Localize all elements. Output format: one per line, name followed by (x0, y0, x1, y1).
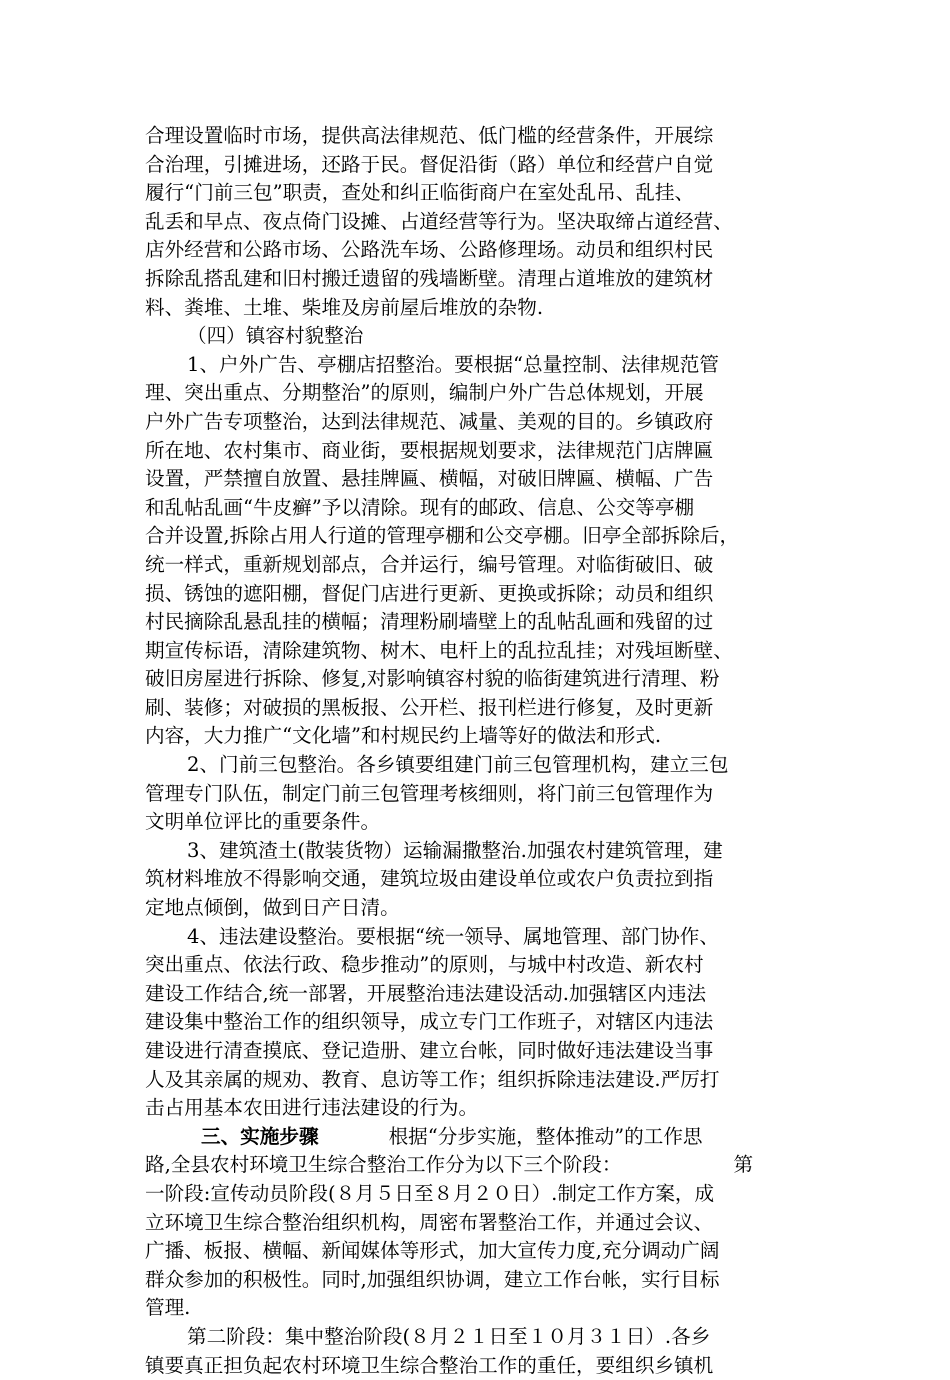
section-four-heading: （四）镇容村貌整治 (187, 324, 364, 348)
paragraph-item-3 (145, 837, 815, 923)
text-line: 合理设置临时市场，提供高法律规范、低门槛的经营条件，开展综 (145, 124, 714, 147)
text-line: 合并设置,拆除占用人行道的管理亭棚和公交亭棚。旧亭全部拆除后， (145, 524, 740, 548)
text-line: 损、锈蚀的遮阳棚，督促门店进行更新、更换或拆除；动员和组织 (145, 581, 714, 605)
paragraph-item-4 (145, 923, 815, 1123)
text-line: 广播、板报、横幅、新闻媒体等形式，加大宣传力度,充分调动广阔 (145, 1239, 720, 1263)
text-line: 定地点倾倒，做到日产日清。 (145, 896, 400, 920)
text-line: 合治理，引摊进场，还路于民。督促沿街（路）单位和经营户自觉 (145, 152, 714, 176)
text-line: 建设集中整治工作的组织领导，成立专门工作班子，对辖区内违法 (145, 1010, 714, 1034)
text-line: 拆除乱搭乱建和旧村搬迁遗留的残墙断壁。清理占道堆放的建筑材 (145, 266, 714, 290)
paragraph-market-governance (145, 122, 815, 322)
text-line: 建设进行清查摸底、登记造册、建立台帐，同时做好违法建设当事 (145, 1039, 714, 1062)
text-line: 履行“门前三包”职责，查处和纠正临街商户在室处乱吊、乱挂、 (145, 181, 695, 205)
text-line: 料、粪堆、土堆、柴堆及房前屋后堆放的杂物. (145, 295, 544, 319)
text-line: 村民摘除乱悬乱挂的横幅；清理粉刷墙壁上的乱帖乱画和残留的过 (145, 610, 714, 634)
text-line: 3、建筑渣土(散装货物）运输漏撒整治.加强农村建筑管理，建 (187, 838, 723, 862)
document-body (145, 122, 815, 1380)
text-line: 店外经营和公路市场、公路洗车场、公路修理场。动员和组织村民 (145, 238, 714, 262)
text-line: 乱丢和早点、夜点倚门设摊、占道经营等行为。坚决取缔占道经营、 (145, 209, 733, 233)
text-line: 设置，严禁擅自放置、悬挂牌匾、横幅，对破旧牌匾、横幅、广告 (145, 467, 714, 491)
text-line: 镇要真正担负起农村环境卫生综合整治工作的重任，要组织乡镇机 (145, 1353, 714, 1377)
text-line: 击占用基本农田进行违法建设的行为。 (145, 1096, 479, 1120)
text-line: 管理专门队伍，制定门前三包管理考核细则，将门前三包管理作为 (145, 781, 714, 805)
text-line: 所在地、农村集市、商业街，要根据规划要求，法律规范门店牌匾 (145, 438, 714, 462)
paragraph-item-2 (145, 751, 815, 837)
text-line: 2、门前三包整治。各乡镇要组建门前三包管理机构，建立三包 (187, 753, 729, 777)
text-line: 立环境卫生综合整治组织机构，周密布署整治工作，并通过会议、 (145, 1210, 714, 1234)
section-three-line-2: 路,全县农村环境卫生综合整治工作分为以下三个阶段： (145, 1153, 622, 1177)
text-line: 人及其亲属的规劝、教育、息访等工作；组织拆除违法建设.严厉打 (145, 1067, 720, 1091)
text-line: 刷、装修；对破损的黑板报、公开栏、报刊栏进行修复，及时更新 (145, 695, 714, 719)
text-line: 理、突出重点、分期整治”的原则，编制户外广告总体规划，开展 (145, 381, 704, 405)
text-line: 和乱帖乱画“牛皮癣”予以清除。现有的邮政、信息、公交等亭棚 (145, 495, 695, 519)
text-line: 1、户外广告、亭棚店招整治。要根据“总量控制、法律规范管 (187, 352, 719, 376)
text-line: 管理. (145, 1296, 191, 1320)
text-line (145, 1151, 815, 1180)
paragraph-item-1 (145, 351, 815, 751)
text-line: 突出重点、依法行政、稳步推动”的原则，与城中村改造、新农村 (145, 953, 704, 977)
section-three-line-2-tail: 第 (733, 1153, 754, 1177)
text-line: 内容，大力推广“文化墙”和村规民约上墙等好的做法和形式. (145, 724, 662, 748)
paragraph-section-three (145, 1123, 815, 1323)
text-line: 建设工作结合,统一部署，开展整治违法建设活动.加强辖区内违法 (145, 981, 707, 1005)
text-line: 户外广告专项整治，达到法律规范、减量、美观的目的。乡镇政府 (145, 409, 714, 433)
text-line: 期宣传标语，清除建筑物、树木、电杆上的乱拉乱挂；对残垣断壁、 (145, 638, 733, 662)
section-three-intro: 根据“分步实施，整体推动”的工作思 (388, 1124, 703, 1148)
text-line: 统一样式，重新规划部点，合并运行，编号管理。对临街破旧、破 (145, 552, 714, 576)
text-line: 一阶段:宣传动员阶段(８月５日至８月２０日）.制定工作方案，成 (145, 1181, 715, 1205)
text-line: 文明单位评比的重要条件。 (145, 810, 381, 834)
text-line: 破旧房屋进行拆除、修复,对影响镇容村貌的临街建筑进行清理、粉 (145, 667, 720, 691)
section-three-heading: 三、实施步骤 (201, 1124, 319, 1148)
text-line: 群众参加的积极性。同时,加强组织协调，建立工作台帐，实行目标 (145, 1267, 720, 1291)
paragraph-phase-2 (145, 1323, 815, 1380)
text-line: 4、违法建设整治。要根据“统一领导、属地管理、部门协作、 (187, 924, 719, 948)
text-line (145, 1123, 815, 1152)
text-line: 筑材料堆放不得影响交通，建筑垃圾由建设单位或农户负责拉到指 (145, 867, 714, 891)
text-line: 第二阶段：集中整治阶段(８月２１日至１０月３１日）.各乡 (187, 1324, 711, 1348)
